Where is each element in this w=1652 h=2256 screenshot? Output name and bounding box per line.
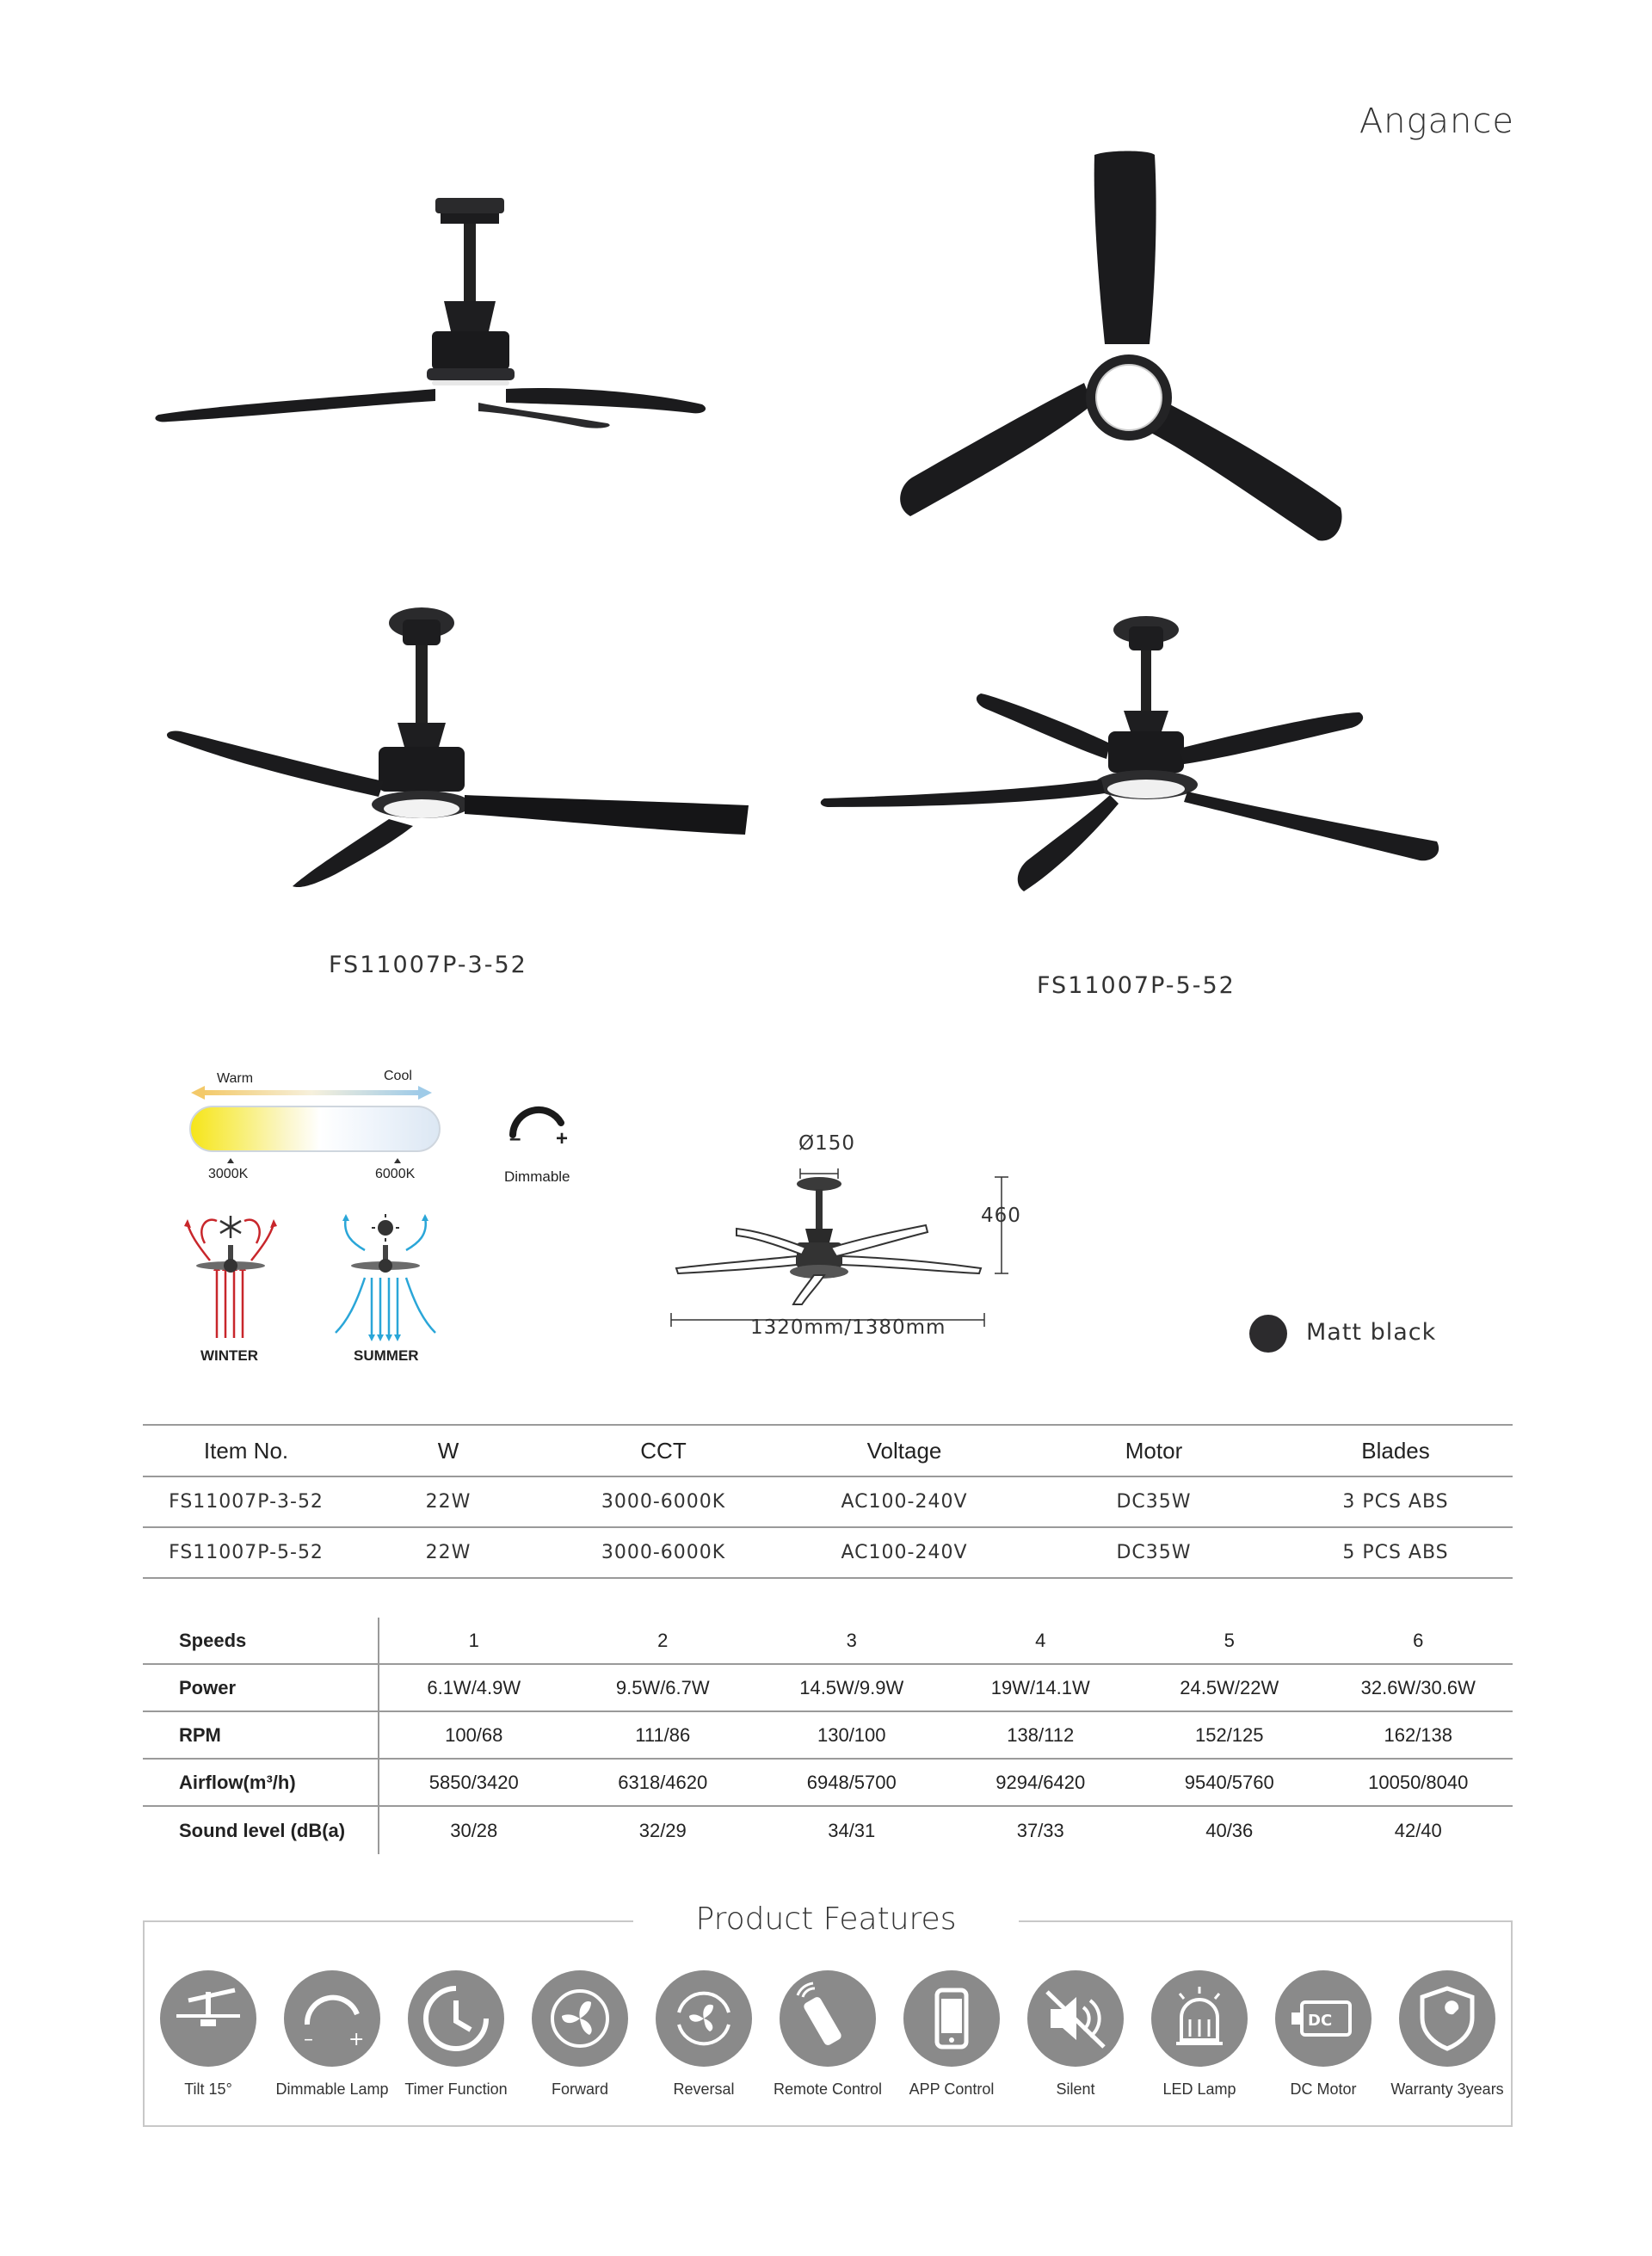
speed-cell: 42/40 [1394,1819,1442,1841]
spec-cell: DC35W [1116,1491,1192,1513]
winter-airflow-icon [179,1209,282,1347]
fan-fs11007p-3-52-image [163,602,766,895]
speed-cell: 138/112 [1007,1723,1075,1746]
spec-cell: 3000-6000K [601,1542,726,1563]
speed-cell: 5850/3420 [428,1771,519,1793]
fan-fs11007p-5-52-image [817,611,1446,903]
speed-row-rpm [143,1712,1513,1760]
forward-icon [532,1970,628,2067]
spec-table [143,1424,1513,1579]
speed-table [143,1618,1513,1854]
spec-cell: 22W [425,1491,472,1513]
speed-cell: 162/138 [1384,1723,1453,1746]
speed-cell: 32.6W/30.6W [1360,1676,1476,1698]
speed-cell: 34/31 [828,1819,876,1841]
feature-label: Dimmable Lamp [275,2080,389,2098]
speed-row-sound [143,1807,1513,1854]
finish-label: Matt black [1306,1319,1437,1346]
feature-label: Warranty 3years [1390,2080,1504,2098]
feature-dimmable-lamp [272,1970,392,2099]
spec-cell: 5 PCS ABS [1342,1542,1449,1563]
spec-header-voltage: Voltage [866,1437,942,1464]
dimmable-lamp-icon [284,1970,380,2067]
spec-header-motor: Motor [1125,1437,1183,1464]
dimension-drawing [668,1136,1029,1334]
table-row [143,1528,1513,1579]
feature-label: Silent [1056,2080,1095,2098]
speed-row-airflow [143,1760,1513,1807]
feature-label: Timer Function [404,2080,508,2098]
features-row [143,1970,1513,2099]
speed-cell: 6948/5700 [806,1771,897,1793]
feature-label: Reversal [673,2080,735,2098]
speed-cell: 130/100 [817,1723,886,1746]
speed-cell: 111/86 [635,1723,691,1746]
feature-dc-motor [1263,1970,1384,2099]
cct-warm-label: Warm [217,1071,254,1086]
cct-tick-high [394,1158,401,1163]
speed-cell: 37/33 [1016,1819,1064,1841]
speed-cell: 6 [1413,1629,1424,1651]
speed-row-speeds [143,1618,1513,1665]
timer-icon [408,1970,504,2067]
feature-label: Forward [551,2080,608,2098]
speed-cell: 3 [846,1629,857,1651]
led-lamp-icon [1151,1970,1248,2067]
fan-bottom-3-blade-image [895,146,1359,551]
speed-cell: 100/68 [445,1723,503,1746]
spec-cell: AC100-240V [841,1542,968,1563]
speed-cell: 4 [1035,1629,1046,1651]
warranty-icon [1399,1970,1495,2067]
canopy-diameter-label: Ø150 [798,1132,856,1155]
speed-cell: 6.1W/4.9W [427,1676,521,1698]
speed-row-label: Sound level (dB(a) [143,1807,379,1854]
speed-cell: 6318/4620 [618,1771,708,1793]
speed-cell: 19W/14.1W [990,1676,1090,1698]
feature-tilt [148,1970,268,2099]
speed-cell: 5 [1224,1629,1235,1651]
summer-airflow-icon [330,1209,442,1347]
spec-cell: FS11007P-3-52 [169,1491,324,1513]
feature-warranty [1387,1970,1507,2099]
tilt-icon [160,1970,256,2067]
cct-color-bar [189,1106,441,1152]
cct-high-label: 6000K [375,1167,416,1181]
speed-cell: 40/36 [1205,1819,1254,1841]
cct-arrow [191,1086,432,1100]
feature-label: APP Control [909,2080,995,2098]
speed-cell: 32/29 [638,1819,687,1841]
speed-cell: 14.5W/9.9W [799,1676,904,1698]
silent-icon [1027,1970,1124,2067]
speed-cell: 9294/6420 [996,1771,1086,1793]
spec-cell: 3 PCS ABS [1342,1491,1449,1513]
speed-row-power [143,1665,1513,1712]
feature-label: DC Motor [1290,2080,1357,2098]
speed-row-label: Power [143,1665,379,1710]
speed-cell: 9540/5760 [1184,1771,1274,1793]
feature-remote-control [767,1970,888,2099]
speed-cell: 1 [468,1629,479,1651]
dimmable-plus: + [556,1127,569,1150]
feature-led-lamp [1139,1970,1260,2099]
summer-label: SUMMER [354,1347,419,1364]
dimmable-label: Dimmable [504,1168,570,1185]
feature-app-control [891,1970,1012,2099]
feature-silent [1015,1970,1136,2099]
spec-cell: FS11007P-5-52 [169,1542,324,1563]
model-label-5-blade: FS11007P-5-52 [1037,972,1236,999]
feature-forward [520,1970,640,2099]
table-row [143,1477,1513,1528]
speed-row-label: Airflow(m³/h) [143,1760,379,1805]
cct-tick-low [227,1158,234,1163]
spec-cell: 22W [425,1542,472,1563]
spec-header-item-no: Item No. [203,1437,289,1464]
dimmable-minus: – [509,1127,521,1150]
reversal-icon [656,1970,752,2067]
svg-text:–: – [304,2029,313,2050]
feature-label: Tilt 15° [184,2080,232,2098]
spec-cell: 3000-6000K [601,1491,726,1513]
cct-low-label: 3000K [208,1167,249,1181]
feature-label: Remote Control [773,2080,883,2098]
finish-color-swatch [1249,1315,1287,1353]
speed-cell: 24.5W/22W [1180,1676,1279,1698]
winter-label: WINTER [200,1347,259,1364]
speed-cell: 9.5W/6.7W [615,1676,710,1698]
remote-control-icon [780,1970,876,2067]
speed-cell: 10050/8040 [1368,1771,1469,1793]
spec-table-header [143,1424,1513,1477]
svg-text:+: + [348,2029,365,2050]
model-label-3-blade: FS11007P-3-52 [329,952,527,978]
dc-motor-badge: DC [1308,2012,1333,2030]
span-label: 1320mm/1380mm [750,1316,946,1339]
speed-row-label: RPM [143,1712,379,1758]
spec-header-w: W [437,1437,459,1464]
spec-cell: DC35W [1116,1542,1192,1563]
spec-header-cct: CCT [640,1437,687,1464]
dc-motor-icon [1275,1970,1372,2067]
feature-timer [396,1970,516,2099]
speed-row-label: Speeds [143,1618,379,1663]
app-control-icon [903,1970,1000,2067]
speed-cell: 30/28 [450,1819,498,1841]
height-label: 460 [981,1205,1021,1227]
cct-cool-label: Cool [384,1069,412,1083]
spec-header-blades: Blades [1361,1437,1430,1464]
features-title: Product Features [633,1902,1019,1937]
feature-reversal [644,1970,764,2099]
speed-cell: 152/125 [1194,1723,1264,1746]
fan-side-3-blade-image [151,189,711,430]
spec-cell: AC100-240V [841,1491,968,1513]
speed-cell: 2 [657,1629,669,1651]
feature-label: LED Lamp [1162,2080,1236,2098]
brand-name: Angance [1359,102,1514,141]
